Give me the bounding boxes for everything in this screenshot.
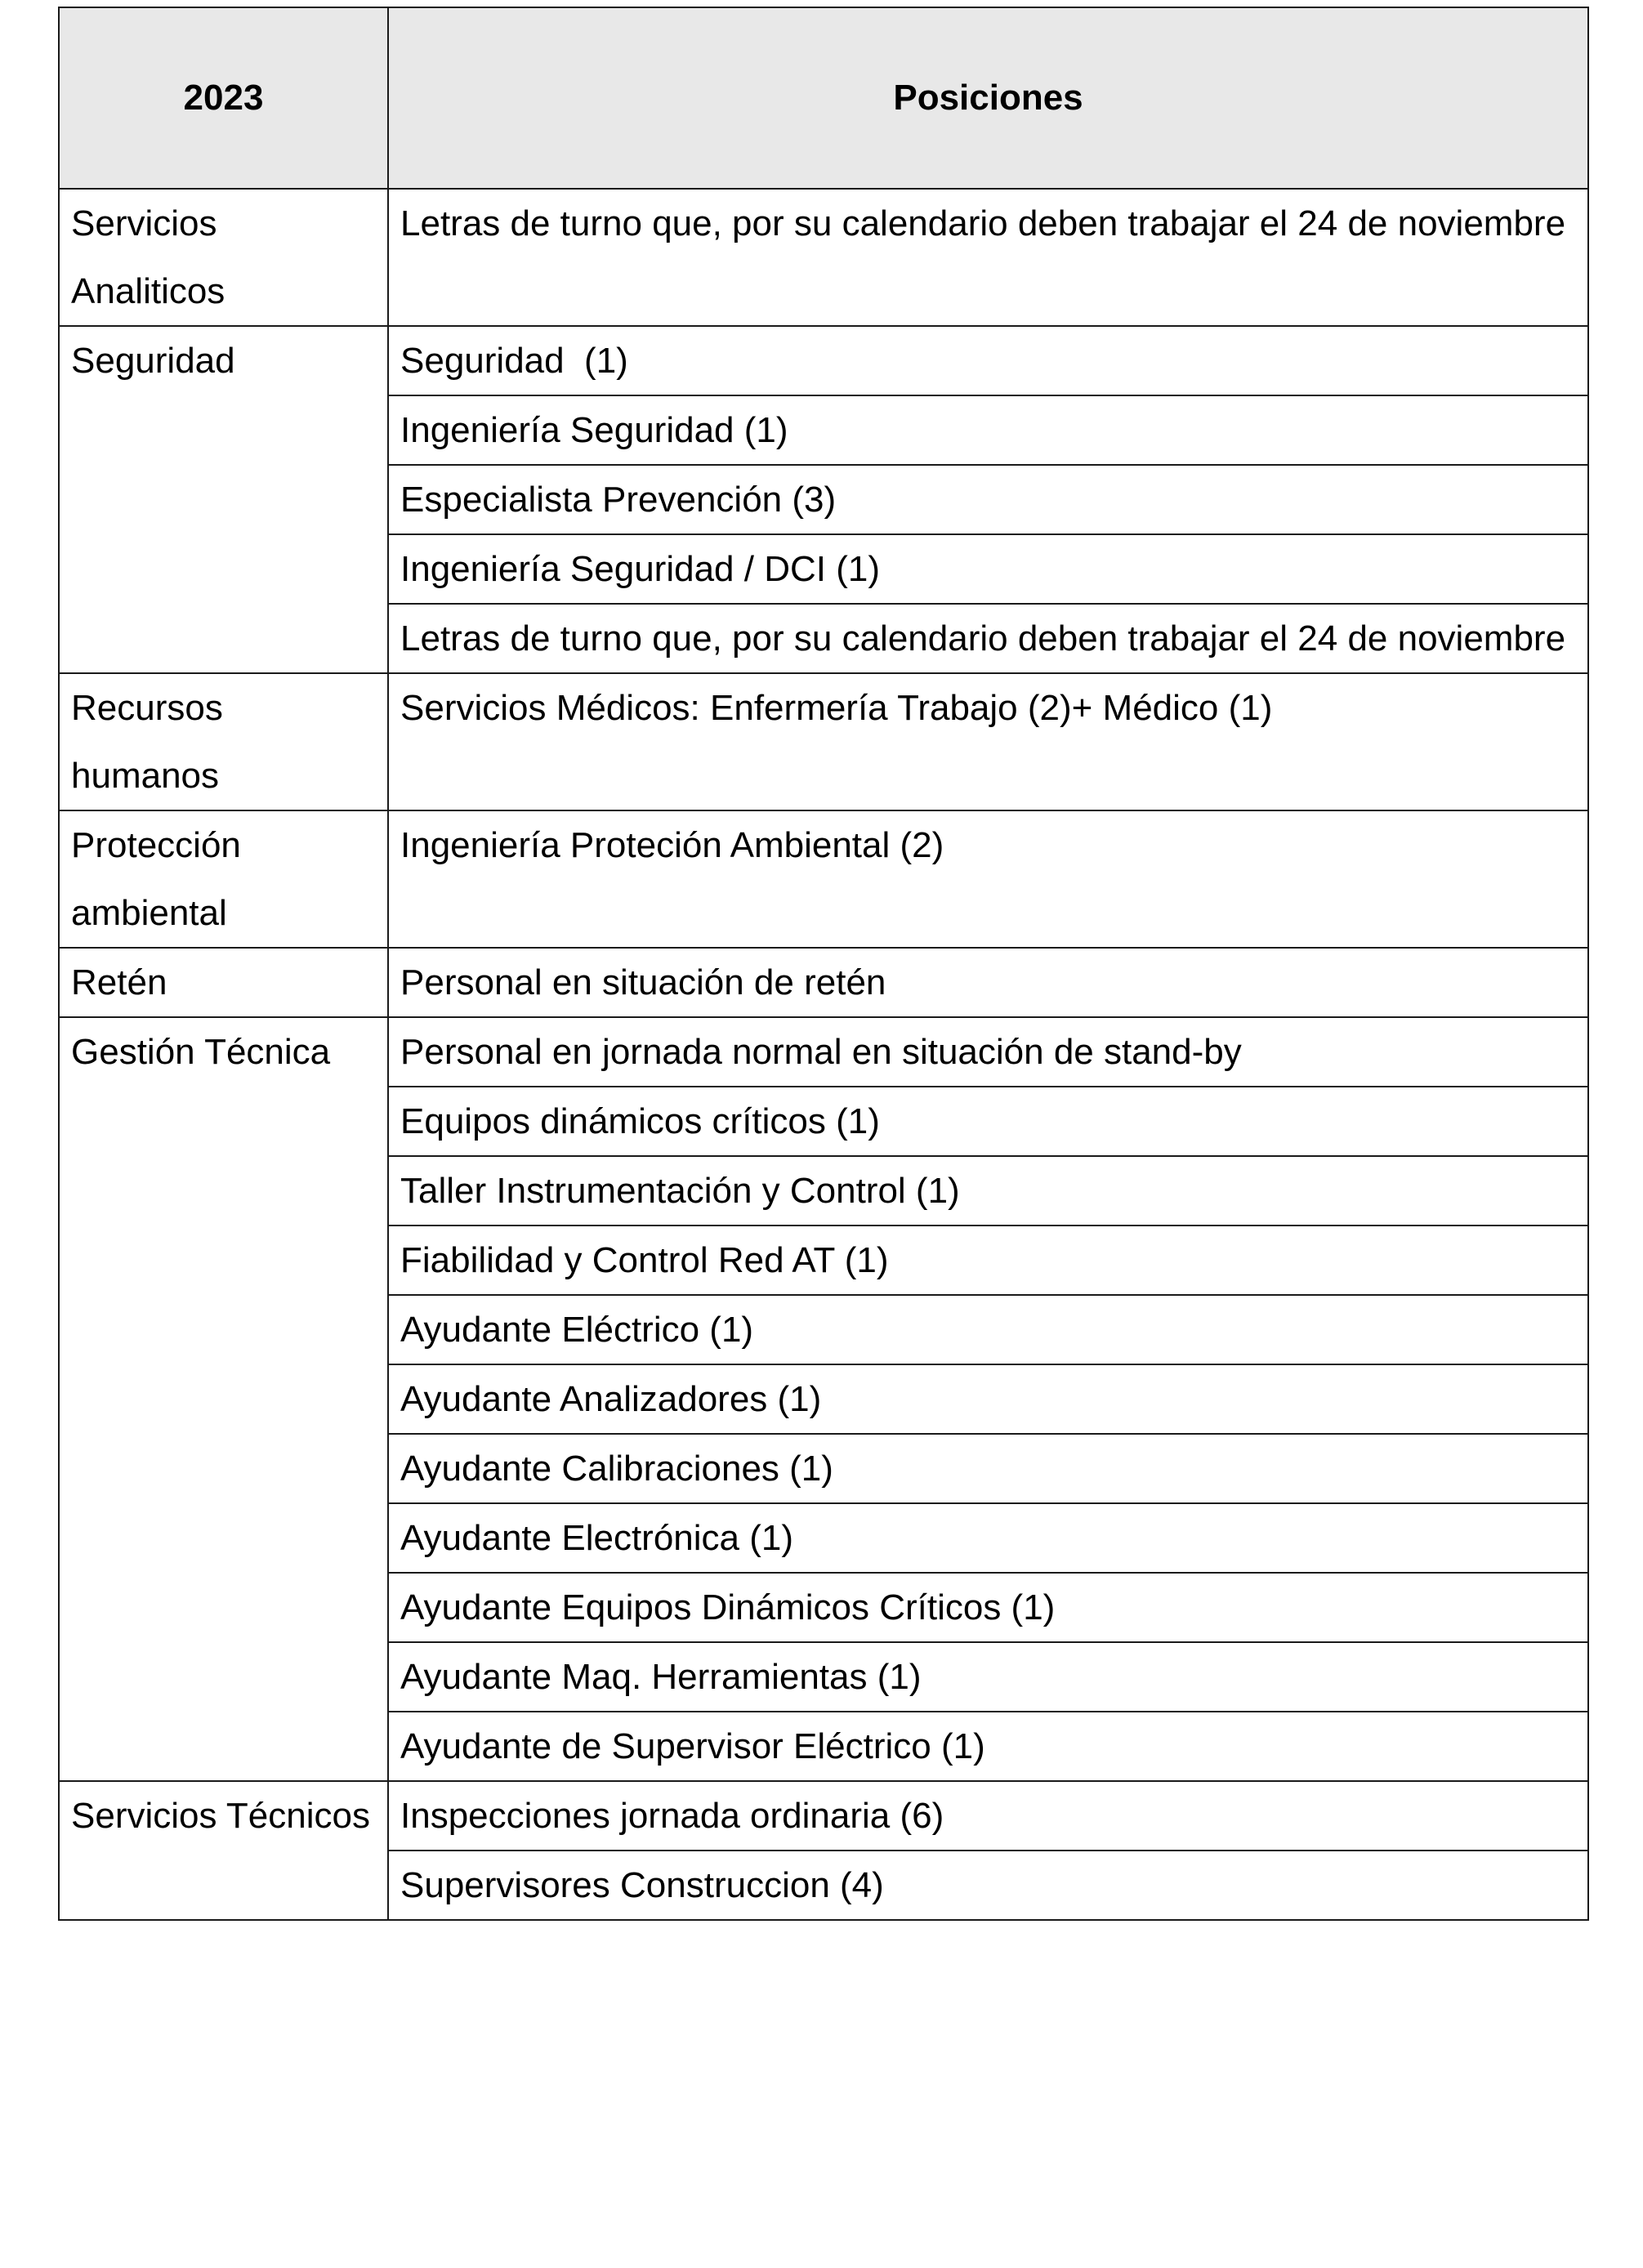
dept-recursos-humanos: Recursos humanos: [59, 673, 388, 810]
position-item: Ayudante de Supervisor Eléctrico (1): [388, 1712, 1588, 1781]
position-item: Fiabilidad y Control Red AT (1): [388, 1226, 1588, 1295]
header-year: 2023: [59, 7, 388, 189]
table-header-row: [59, 7, 1588, 189]
position-item: Letras de turno que, por su calendario deben trabajar el 24 de noviembre: [388, 604, 1588, 673]
position-item: Ayudante Maq. Herramientas (1): [388, 1642, 1588, 1712]
position-item: Ayudante Calibraciones (1): [388, 1434, 1588, 1503]
position-item: Personal en jornada normal en situación de stand-by: [388, 1017, 1588, 1087]
position-item: Taller Instrumentación y Control (1): [388, 1156, 1588, 1226]
table-row: [59, 1781, 1588, 1851]
table-row: [59, 673, 1588, 810]
position-item: Ayudante Electrónica (1): [388, 1503, 1588, 1573]
position-item: Ingeniería Proteción Ambiental (2): [388, 810, 1588, 948]
position-item: Servicios Médicos: Enfermería Trabajo (2)+ Médico (1): [388, 673, 1588, 810]
position-item: Equipos dinámicos críticos (1): [388, 1087, 1588, 1156]
dept-servicios-analiticos: Servicios Analiticos: [59, 189, 388, 326]
table-row: [59, 948, 1588, 1017]
dept-reten: Retén: [59, 948, 388, 1017]
dept-proteccion-ambiental: Protección ambiental: [59, 810, 388, 948]
position-item: Especialista Prevención (3): [388, 465, 1588, 534]
position-item: Ingeniería Seguridad / DCI (1): [388, 534, 1588, 604]
positions-table: [58, 7, 1589, 1921]
position-item: Seguridad (1): [388, 326, 1588, 395]
table-row: [59, 326, 1588, 395]
table-row: [59, 1017, 1588, 1087]
dept-servicios-tecnicos: Servicios Técnicos: [59, 1781, 388, 1920]
header-positions: Posiciones: [388, 7, 1588, 189]
position-item: Ayudante Equipos Dinámicos Críticos (1): [388, 1573, 1588, 1642]
position-item: Supervisores Construccion (4): [388, 1851, 1588, 1920]
dept-gestion-tecnica: Gestión Técnica: [59, 1017, 388, 1781]
table-row: [59, 189, 1588, 326]
dept-seguridad: Seguridad: [59, 326, 388, 673]
position-item: Ayudante Eléctrico (1): [388, 1295, 1588, 1364]
position-item: Ayudante Analizadores (1): [388, 1364, 1588, 1434]
position-item: Personal en situación de retén: [388, 948, 1588, 1017]
position-item: Inspecciones jornada ordinaria (6): [388, 1781, 1588, 1851]
position-item: Ingeniería Seguridad (1): [388, 395, 1588, 465]
table-row: [59, 810, 1588, 948]
position-item: Letras de turno que, por su calendario deben trabajar el 24 de noviembre: [388, 189, 1588, 326]
